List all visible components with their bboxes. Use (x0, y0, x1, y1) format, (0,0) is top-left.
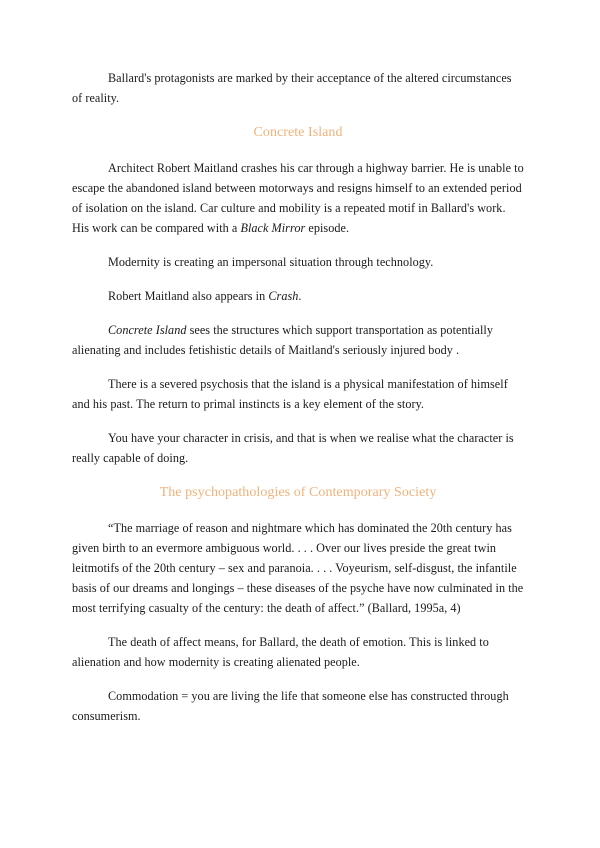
paragraph-text: . (298, 289, 302, 303)
paragraph-maitland-crash (72, 158, 524, 238)
paragraph-text: The death of affect means, for Ballard, the death of emotion. This is linked to alienation and how modernity is creating alienated people. (72, 635, 489, 669)
paragraph-text: Ballard's protagonists are marked by their acceptance of the altered circumstances of reality. (72, 71, 512, 105)
paragraph-maitland-crash-appearance (72, 286, 524, 306)
paragraph-text: sees the structures which support transportation as potentially alienating and includes fetishistic details of Maitland's seriously injured body . (72, 323, 493, 357)
paragraph-structures (72, 320, 524, 360)
paragraph-text: Architect Robert Maitland crashes his car through a highway barrier. He is unable to escape the abandoned island between motorways and resigns himself to an extended period of isolation on the island. Car culture and mobility is a repeated motif in Ballard's work. His work can be compared with a (72, 161, 524, 235)
paragraph-protagonists (72, 68, 524, 108)
italic-title-black-mirror: Black Mirror (240, 221, 306, 235)
paragraph-text: episode. (305, 221, 350, 235)
heading-psychopathologies: The psychopathologies of Contemporary Society (159, 485, 437, 500)
paragraph-text: Commodation = you are living the life that someone else has constructed through consumerism. (72, 689, 509, 723)
paragraph-text: You have your character in crisis, and that is when we realise what the character is really capable of doing. (72, 431, 514, 465)
paragraph-text: Modernity is creating an impersonal situation through technology. (108, 255, 434, 269)
italic-title-concrete-island: Concrete Island (108, 323, 187, 337)
paragraph-psychosis (72, 374, 524, 414)
paragraph-text: There is a severed psychosis that the island is a physical manifestation of himself and his past. The return to primal instincts is a key element of the story. (72, 377, 508, 411)
paragraph-modernity (72, 252, 524, 272)
paragraph-crisis (72, 428, 524, 468)
paragraph-quote-ballard (72, 518, 524, 618)
document-page (72, 68, 524, 740)
paragraph-death-of-affect (72, 632, 524, 672)
paragraph-text: Robert Maitland also appears in (108, 289, 269, 303)
paragraph-commodation (72, 686, 524, 726)
italic-title-crash: Crash (268, 289, 299, 303)
heading-concrete-island: Concrete Island (253, 125, 343, 140)
paragraph-text: “The marriage of reason and nightmare which has dominated the 20th century has given birth to an evermore ambiguous world. . . . Over our lives preside the great twin leitmotifs of the 20th century – sex and paranoia. . . . Voyeurism, self-disgust, the infantile basis of our dreams and longings – these diseases of the psyche have now culminated in the most terrifying casualty of the century: the death of affect.” (Ballard, 1995a, 4) (72, 521, 524, 615)
